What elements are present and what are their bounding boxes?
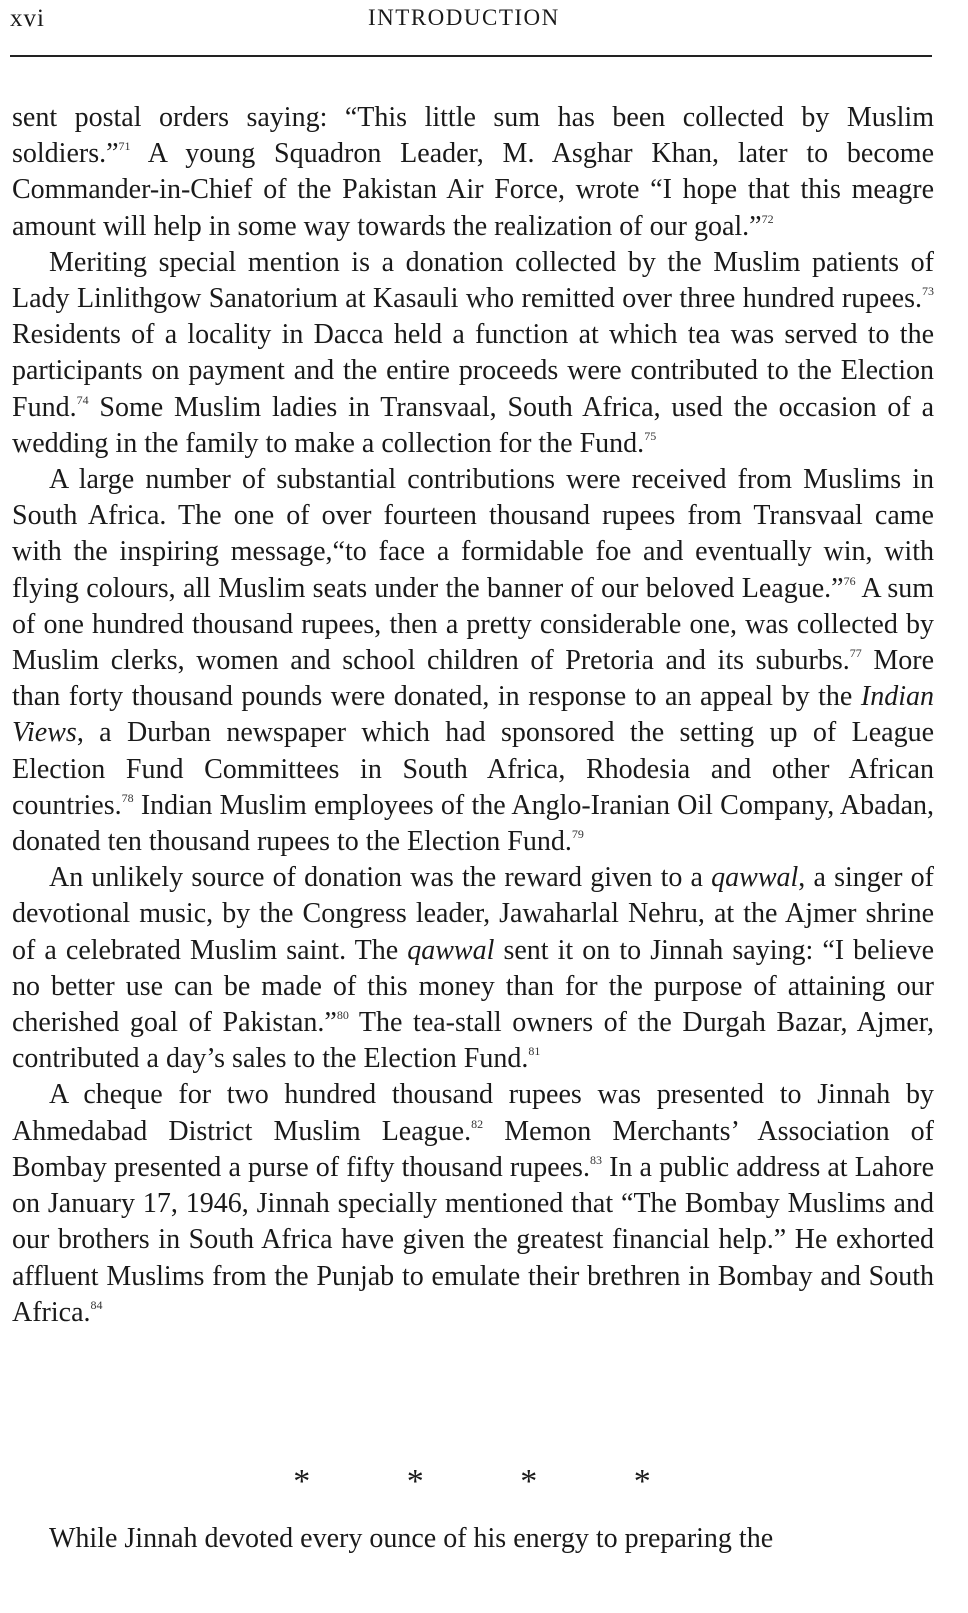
text-run: , a Durban newspaper which had sponsored the setting up of League Election Fund Committees in South Africa, Rhodesia and other African countries. xyxy=(12,717,934,821)
running-head: INTRODUCTION xyxy=(368,5,560,30)
paragraph xyxy=(12,860,934,1077)
footnote-ref: 82 xyxy=(471,1116,484,1131)
text-run: A sum of one hundred thousand rupees, then a pretty considerable one, was collected by Muslim clerks, women and school children of Pretoria and its suburbs. xyxy=(12,572,934,677)
text-run: A cheque for two hundred thousand rupees was presented to Jinnah by Ahmedabad District Muslim League. xyxy=(12,1079,934,1147)
footnote-ref: 81 xyxy=(528,1044,541,1059)
body-text xyxy=(12,100,934,1331)
closing-line: While Jinnah devoted every ounce of his energy to preparing the xyxy=(49,1523,774,1554)
text-run: , a singer of devotional music, by the Congress leader, Jawaharlal Nehru, at the Ajmer shrine of a celebrated Muslim saint. The xyxy=(12,862,934,966)
text-run: A large number of substantial contributions were received from Muslims in South Africa. The one of over fourteen thousand rupees from Transvaal came with the inspiring message,“to face a formidable foe and eventually win, with flying colours, all Muslim seats under the banner of our beloved League.” xyxy=(12,464,934,604)
footnote-ref: 76 xyxy=(843,573,856,588)
text-run: The tea-stall owners of the Durgah Bazar, Ajmer, contributed a day’s sales to the Election Fund. xyxy=(12,1007,935,1075)
paragraph xyxy=(12,100,934,245)
text-run: Indian Muslim employees of the Anglo-Iranian Oil Company, Abadan, donated ten thousand rupees to the Election Fund. xyxy=(12,789,934,858)
italic-text: Indian Views xyxy=(12,681,934,749)
text-run: Some Muslim ladies in Transvaal, South Africa, used the occasion of a wedding in the family to make a collection for the Fund. xyxy=(12,391,934,459)
text-run: In a public address at Lahore on January 17, 1946, Jinnah specially mentioned that “The Bombay Muslims and our brothers in South Africa have given the greatest financial help.” He exhorted affluent Muslims from the Punjab to emulate their brethren in Bombay and South Africa. xyxy=(12,1151,935,1328)
footnote-ref: 72 xyxy=(761,211,774,226)
italic-text: qawwal xyxy=(407,934,495,966)
footnote-ref: 83 xyxy=(589,1152,602,1167)
footnote-ref: 80 xyxy=(336,1008,349,1023)
paragraph xyxy=(12,462,934,860)
text-run: sent postal orders saying: “This little sum has been collected by Muslim soldiers.” xyxy=(12,102,934,170)
footnote-ref: 78 xyxy=(121,790,134,805)
footnote-ref: 74 xyxy=(76,392,89,407)
paragraph xyxy=(12,245,934,462)
footnote-ref: 84 xyxy=(90,1297,103,1312)
header-rule xyxy=(10,55,932,57)
text-run: Meriting special mention is a donation collected by the Muslim patients of Lady Linlithgow Sanatorium at Kasauli who remitted over three hundred rupees. xyxy=(12,246,934,315)
text-run: sent it on to Jinnah saying: “I believe no better use can be made of this money than for the purpose of attaining our cherished goal of Pakistan.” xyxy=(12,934,934,1039)
text-run: A young Squadron Leader, M. Asghar Khan, later to become Commander-in-Chief of the Pakistan Air Force, wrote “I hope that this meagre amount will help in some way towards the realization of our goal.” xyxy=(12,138,934,242)
footnote-ref: 75 xyxy=(644,428,657,443)
text-run: Residents of a locality in Dacca held a function at which tea was served to the participants on payment and the entire proceeds were contributed to the Election Fund. xyxy=(12,319,934,423)
page-header xyxy=(0,0,968,60)
text-run: Memon Merchants’ Association of Bombay presented a purse of fifty thousand rupees. xyxy=(12,1115,935,1183)
page-number: xvi xyxy=(10,5,45,32)
italic-text: qawwal xyxy=(711,862,799,894)
section-break: * * * * xyxy=(293,1463,695,1500)
footnote-ref: 77 xyxy=(849,646,862,661)
text-run: More than forty thousand pounds were donated, in response to an appeal by the xyxy=(12,645,934,713)
footnote-ref: 79 xyxy=(571,827,584,842)
text-run: An unlikely source of donation was the reward given to a xyxy=(49,862,712,894)
footnote-ref: 71 xyxy=(118,139,131,154)
paragraph xyxy=(12,1077,934,1330)
footnote-ref: 73 xyxy=(922,284,934,299)
